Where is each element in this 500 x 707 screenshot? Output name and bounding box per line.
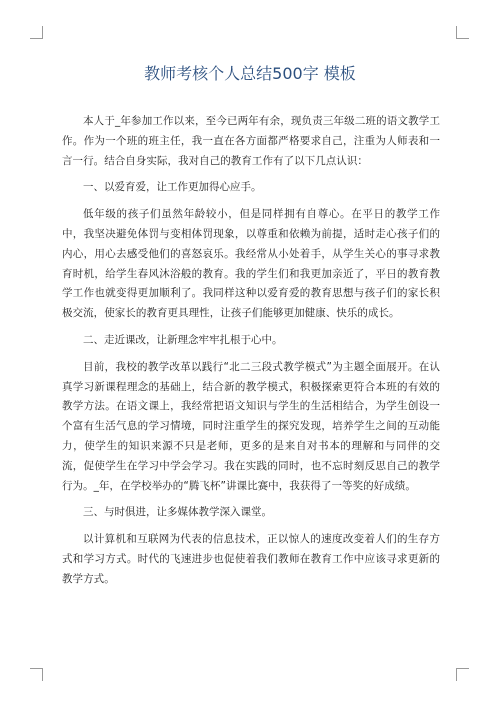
section-1-paragraph: 低年级的孩子们虽然年龄较小，但是同样拥有自尊心。在平日的教学工作中，我坚决避免体罚与变相体罚现象，以尊重和依赖为前提，适时走心孩子们的内心，用心去感受他们的喜怒哀乐。我经常从小处着手，从学生关心的事寻求教育时机，给学生春风沐浴般的教育。我的学生们和我更加亲近了，平日的教育教学工作也就变得更加顺利了。我同样这种以爱育爱的教育思想与孩子们的家长积极交流，使家长的教育更具理性，让孩子们能够更加健康、快乐的成长。 bbox=[62, 208, 440, 320]
section-heading-2: 二、走近课改，让新理念牢牢扎根于心中。 bbox=[83, 333, 283, 346]
crop-mark-bottom-right bbox=[456, 668, 469, 681]
crop-mark-top-left bbox=[30, 26, 43, 39]
document-body bbox=[62, 112, 440, 597]
crop-mark-bottom-left bbox=[30, 668, 43, 681]
section-3-paragraph: 以计算机和互联网为代表的信息技术，正以惊人的速度改变着人们的生存方式和学习方式。时代的飞速进步也促使着我们教师在教育工作中应该寻求更新的教学方式。 bbox=[62, 533, 440, 585]
section-2-paragraph: 目前，我校的教学改革以践行“北二三段式教学模式”为主题全面展开。在认真学习新课程理念的基础上，结合新的教学模式，积极探索更符合本班的有效的教学方法。在语文课上，我经常把语文知识与学生的生活相结合，为学生创设一个富有生活气息的学习情境，同时注重学生的探究发现，培养学生之间的互动能力，使学生的知识来源不只是老师，更多的是来自对书本的理解和与同伴的交流，促使学生在学习中学会学习。我在实践的同时，也不忘时刻反思自己的教学行为。_年，在学校举办的“腾飞杯”讲课比赛中，我获得了一等奖的好成绩。 bbox=[62, 360, 440, 492]
section-heading-1: 一、以爱育爱，让工作更加得心应手。 bbox=[83, 181, 262, 194]
document-title: 教师考核个人总结500字 模板 bbox=[144, 64, 356, 83]
crop-mark-top-right bbox=[456, 26, 469, 39]
intro-paragraph: 本人于_年参加工作以来，至今已两年有余，现负责三年级二班的语文教学工作。作为一个班的班主任，我一直在各方面都严格要求自己，注重为人师表和一言一行。结合自身实际，我对自己的教育工作有了以下几点认识： bbox=[62, 115, 440, 167]
section-heading-3: 三、与时俱进，让多媒体教学深入课堂。 bbox=[83, 506, 272, 519]
